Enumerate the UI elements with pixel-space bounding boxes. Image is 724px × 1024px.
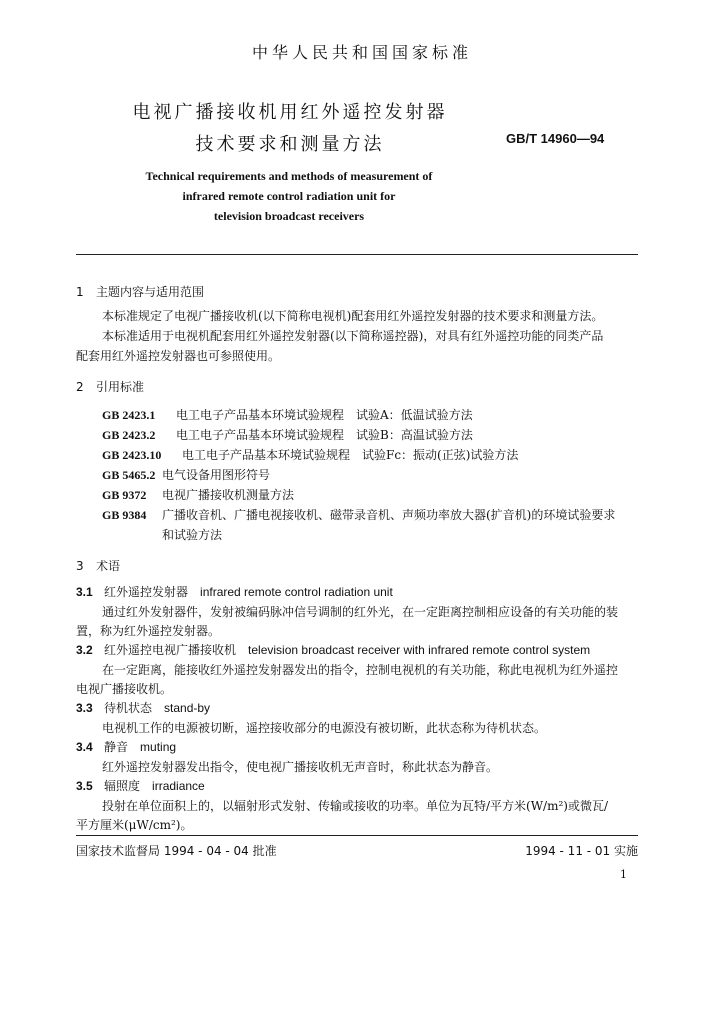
reference-title: 电工电子产品基本环境试验规程 试验A：低温试验方法 [176, 408, 473, 422]
reference-item [102, 506, 615, 523]
reference-item [102, 406, 473, 423]
term-definition-cont: 电视广播接收机。 [76, 682, 173, 696]
approval-date: 国家技术监督局 1994 - 04 - 04 批准 [76, 844, 277, 858]
term-definition-cont: 平方厘米(μW/cm²)。 [76, 818, 193, 832]
reference-continuation: 和试验方法 [162, 528, 223, 542]
term-definition: 电视机工作的电源被切断，遥控接收部分的电源没有被切断，此状态称为待机状态。 [102, 721, 547, 735]
section-title: 主题内容与适用范围 [96, 285, 205, 299]
reference-item [102, 486, 294, 503]
term-number: 3.3 [76, 701, 93, 715]
term-definition: 投射在单位面积上的，以辐射形式发射、传输或接收的功率。单位为瓦特/平方米(W/m²)或微瓦/ [102, 799, 609, 813]
section-2-heading [76, 378, 144, 395]
term-number: 3.2 [76, 643, 93, 657]
page-number: 1 [620, 868, 627, 881]
term-en: stand-by [164, 701, 211, 715]
reference-code: GB 9372 [102, 488, 147, 502]
term-cn: 红外遥控发射器 [104, 585, 189, 599]
section-number: 2 [76, 380, 84, 394]
reference-code: GB 5465.2 [102, 468, 156, 482]
term-definition: 在一定距离，能接收红外遥控发射器发出的指令，控制电视机的有关功能，称此电视机为红外遥控 [102, 663, 619, 677]
reference-title: 电气设备用图形符号 [162, 468, 271, 482]
term-definition: 红外遥控发射器发出指令，使电视广播接收机无声音时，称此状态为静音。 [102, 760, 499, 774]
english-title-line3: television broadcast receivers [213, 209, 365, 223]
term-number: 3.4 [76, 740, 93, 754]
english-title-line2: infrared remote control radiation unit for [182, 189, 396, 203]
reference-title: 电工电子产品基本环境试验规程 试验B：高温试验方法 [176, 428, 473, 442]
section-1-para2-line1: 本标准适用于电视机配套用红外遥控发射器(以下简称遥控器)，对具有红外遥控功能的同类产品 [102, 329, 604, 343]
term-en: irradiance [152, 779, 205, 793]
term-heading [76, 583, 393, 600]
term-number: 3.5 [76, 779, 93, 793]
term-cn: 静音 [104, 740, 129, 754]
english-title-line1: Technical requirements and methods of measurement of [145, 169, 433, 183]
term-en: infrared remote control radiation unit [200, 585, 393, 599]
reference-title: 广播收音机、广播电视接收机、磁带录音机、声频功率放大器(扩音机)的环境试验要求 [162, 508, 616, 522]
term-en: muting [140, 740, 177, 754]
reference-item [102, 426, 473, 443]
term-cn: 待机状态 [104, 701, 153, 715]
footer-divider [76, 835, 638, 836]
term-en: television broadcast receiver with infrared remote control system [248, 643, 591, 657]
term-definition-cont: 置，称为红外遥控发射器。 [76, 624, 221, 638]
section-1-para2-line2: 配套用红外遥控发射器也可参照使用。 [76, 349, 281, 363]
term-cn: 辐照度 [104, 779, 141, 793]
reference-title: 电视广播接收机测量方法 [162, 488, 295, 502]
document-title-line1: 电视广播接收机用红外遥控发射器 [132, 102, 448, 123]
document-title-line2: 技术要求和测量方法 [195, 134, 385, 155]
section-1-heading [76, 283, 204, 300]
term-cn: 红外遥控电视广播接收机 [104, 643, 237, 657]
term-heading [76, 738, 176, 755]
reference-item [102, 466, 270, 483]
standard-organization: 中华人民共和国国家标准 [251, 43, 472, 62]
reference-code: GB 2423.1 [102, 408, 156, 422]
standard-number: GB/T 14960—94 [506, 131, 605, 146]
section-title: 引用标准 [96, 380, 145, 394]
term-heading [76, 641, 590, 658]
section-1-para1: 本标准规定了电视广播接收机(以下简称电视机)配套用红外遥控发射器的技术要求和测量方法。 [102, 309, 604, 323]
term-heading [76, 699, 210, 716]
reference-title: 电工电子产品基本环境试验规程 试验Fc：振动(正弦)试验方法 [182, 448, 519, 462]
term-definition: 通过红外发射器件，发射被编码脉冲信号调制的红外光，在一定距离控制相应设备的有关功能的装 [102, 605, 619, 619]
term-number: 3.1 [76, 585, 93, 599]
reference-code: GB 2423.2 [102, 428, 156, 442]
section-title: 术语 [96, 559, 121, 573]
reference-code: GB 2423.10 [102, 448, 162, 462]
section-number: 3 [76, 559, 84, 573]
reference-code: GB 9384 [102, 508, 147, 522]
section-3-heading [76, 557, 120, 574]
reference-item [102, 446, 518, 463]
header-divider [76, 254, 638, 255]
term-heading [76, 777, 205, 794]
implementation-date: 1994 - 11 - 01 实施 [525, 844, 638, 858]
section-number: 1 [76, 285, 84, 299]
